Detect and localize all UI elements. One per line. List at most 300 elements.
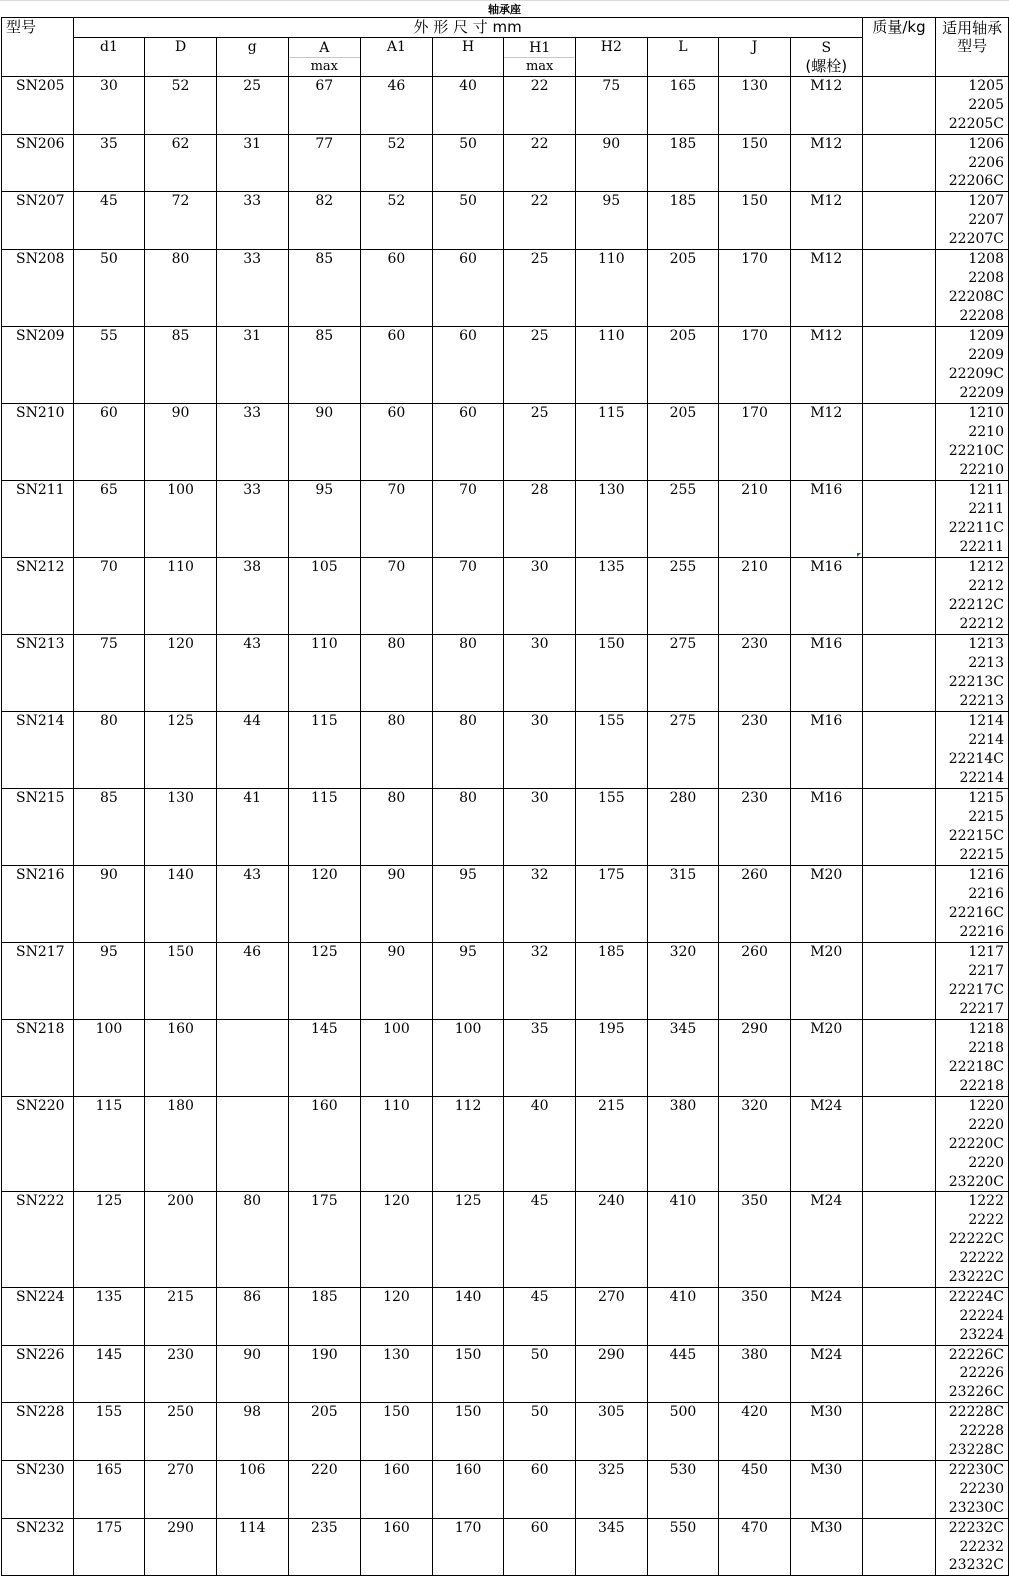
cell-g[interactable]: 43 [216, 866, 288, 943]
header-H1[interactable] [504, 38, 576, 77]
header-dimensions[interactable]: 外 形 尺 寸 mm [73, 18, 862, 38]
cell-H[interactable]: 150 [432, 1403, 504, 1461]
cell-H[interactable]: 60 [432, 250, 504, 327]
cell-bearings[interactable] [936, 1345, 1009, 1403]
cell-d1[interactable]: 125 [73, 1192, 145, 1287]
cell-J[interactable]: 260 [719, 943, 791, 1020]
cell-A1[interactable]: 150 [361, 1403, 433, 1461]
header-d1[interactable]: d1 [73, 38, 145, 77]
cell-g[interactable]: 43 [216, 635, 288, 712]
cell-mass[interactable] [862, 558, 936, 635]
cell-g[interactable]: 25 [216, 77, 288, 135]
cell-L[interactable]: 345 [647, 1020, 719, 1097]
cell-L[interactable]: 255 [647, 481, 719, 558]
cell-H2[interactable]: 110 [576, 250, 648, 327]
cell-S[interactable]: M12 [790, 134, 862, 192]
cell-d1[interactable]: 60 [73, 404, 145, 481]
cell-mass[interactable] [862, 404, 936, 481]
cell-g[interactable] [216, 1020, 288, 1097]
cell-d1[interactable]: 45 [73, 192, 145, 250]
cell-model[interactable]: SN212 [2, 558, 74, 635]
cell-S[interactable]: M16 [790, 789, 862, 866]
cell-D[interactable]: 110 [145, 558, 217, 635]
cell-A[interactable]: 235 [288, 1518, 361, 1576]
cell-L[interactable]: 445 [647, 1345, 719, 1403]
cell-bearings[interactable] [936, 327, 1009, 404]
cell-mass[interactable] [862, 1097, 936, 1192]
cell-d1[interactable]: 100 [73, 1020, 145, 1097]
cell-bearings[interactable] [936, 558, 1009, 635]
cell-mass[interactable] [862, 1020, 936, 1097]
cell-bearings[interactable] [936, 1192, 1009, 1287]
cell-H2[interactable]: 240 [576, 1192, 648, 1287]
cell-A1[interactable]: 130 [361, 1345, 433, 1403]
cell-model[interactable]: SN207 [2, 192, 74, 250]
cell-A[interactable]: 105 [288, 558, 361, 635]
cell-g[interactable]: 98 [216, 1403, 288, 1461]
cell-S[interactable]: M12 [790, 404, 862, 481]
cell-bearings[interactable] [936, 481, 1009, 558]
cell-A[interactable]: 160 [288, 1097, 361, 1192]
cell-A1[interactable]: 160 [361, 1518, 433, 1576]
cell-model[interactable]: SN222 [2, 1192, 74, 1287]
cell-H1[interactable]: 25 [504, 404, 576, 481]
cell-H2[interactable]: 110 [576, 327, 648, 404]
cell-J[interactable]: 260 [719, 866, 791, 943]
cell-d1[interactable]: 95 [73, 943, 145, 1020]
cell-mass[interactable] [862, 192, 936, 250]
cell-S[interactable]: M12 [790, 192, 862, 250]
cell-H1[interactable]: 60 [504, 1518, 576, 1576]
cell-L[interactable]: 205 [647, 404, 719, 481]
cell-d1[interactable]: 175 [73, 1518, 145, 1576]
cell-d1[interactable]: 55 [73, 327, 145, 404]
cell-H1[interactable]: 28 [504, 481, 576, 558]
cell-mass[interactable] [862, 77, 936, 135]
cell-bearings[interactable] [936, 866, 1009, 943]
cell-A[interactable]: 190 [288, 1345, 361, 1403]
cell-H1[interactable]: 45 [504, 1192, 576, 1287]
cell-d1[interactable]: 145 [73, 1345, 145, 1403]
cell-g[interactable]: 31 [216, 134, 288, 192]
cell-D[interactable]: 100 [145, 481, 217, 558]
cell-S[interactable]: M20 [790, 943, 862, 1020]
cell-mass[interactable] [862, 250, 936, 327]
cell-H2[interactable]: 130 [576, 481, 648, 558]
cell-A1[interactable]: 120 [361, 1287, 433, 1345]
cell-g[interactable]: 86 [216, 1287, 288, 1345]
cell-H[interactable]: 170 [432, 1518, 504, 1576]
cell-L[interactable]: 410 [647, 1287, 719, 1345]
cell-H[interactable]: 80 [432, 712, 504, 789]
cell-A1[interactable]: 60 [361, 250, 433, 327]
cell-A1[interactable]: 60 [361, 327, 433, 404]
cell-L[interactable]: 280 [647, 789, 719, 866]
cell-H1[interactable]: 35 [504, 1020, 576, 1097]
header-S[interactable] [790, 38, 862, 77]
cell-H1[interactable]: 50 [504, 1345, 576, 1403]
header-D[interactable]: D [145, 38, 217, 77]
cell-bearings[interactable] [936, 712, 1009, 789]
cell-g[interactable]: 80 [216, 1192, 288, 1287]
cell-g[interactable]: 44 [216, 712, 288, 789]
cell-S[interactable]: M12 [790, 77, 862, 135]
cell-g[interactable]: 90 [216, 1345, 288, 1403]
cell-A1[interactable]: 52 [361, 192, 433, 250]
cell-J[interactable]: 350 [719, 1287, 791, 1345]
cell-S[interactable]: M24 [790, 1287, 862, 1345]
cell-bearings[interactable] [936, 192, 1009, 250]
cell-g[interactable]: 41 [216, 789, 288, 866]
cell-H[interactable]: 95 [432, 943, 504, 1020]
cell-A[interactable]: 125 [288, 943, 361, 1020]
cell-H2[interactable]: 175 [576, 866, 648, 943]
header-A[interactable] [288, 38, 361, 77]
cell-H2[interactable]: 345 [576, 1518, 648, 1576]
cell-H[interactable]: 60 [432, 327, 504, 404]
cell-d1[interactable]: 70 [73, 558, 145, 635]
cell-L[interactable]: 275 [647, 712, 719, 789]
cell-mass[interactable] [862, 1518, 936, 1576]
cell-mass[interactable] [862, 327, 936, 404]
cell-bearings[interactable] [936, 1403, 1009, 1461]
cell-H2[interactable]: 185 [576, 943, 648, 1020]
cell-S[interactable]: M20 [790, 1020, 862, 1097]
cell-H[interactable]: 140 [432, 1287, 504, 1345]
cell-A[interactable]: 77 [288, 134, 361, 192]
cell-S[interactable]: M24 [790, 1097, 862, 1192]
cell-A[interactable]: 90 [288, 404, 361, 481]
cell-g[interactable]: 38 [216, 558, 288, 635]
header-J[interactable]: J [719, 38, 791, 77]
cell-S[interactable]: M16 [790, 712, 862, 789]
cell-J[interactable]: 380 [719, 1345, 791, 1403]
cell-model[interactable]: SN228 [2, 1403, 74, 1461]
cell-H1[interactable]: 25 [504, 250, 576, 327]
cell-A1[interactable]: 160 [361, 1460, 433, 1518]
cell-S[interactable]: M30 [790, 1403, 862, 1461]
cell-bearings[interactable] [936, 404, 1009, 481]
cell-bearings[interactable] [936, 1287, 1009, 1345]
cell-D[interactable]: 62 [145, 134, 217, 192]
cell-J[interactable]: 420 [719, 1403, 791, 1461]
cell-L[interactable]: 205 [647, 327, 719, 404]
cell-H1[interactable]: 45 [504, 1287, 576, 1345]
header-model[interactable]: 型号 [2, 18, 74, 77]
cell-D[interactable]: 180 [145, 1097, 217, 1192]
cell-S[interactable]: M30 [790, 1518, 862, 1576]
cell-J[interactable]: 470 [719, 1518, 791, 1576]
cell-A1[interactable]: 110 [361, 1097, 433, 1192]
cell-H[interactable]: 125 [432, 1192, 504, 1287]
cell-bearings[interactable] [936, 1460, 1009, 1518]
cell-H2[interactable]: 290 [576, 1345, 648, 1403]
cell-L[interactable]: 315 [647, 866, 719, 943]
cell-A1[interactable]: 60 [361, 404, 433, 481]
cell-L[interactable]: 410 [647, 1192, 719, 1287]
cell-A[interactable]: 120 [288, 866, 361, 943]
cell-A[interactable]: 110 [288, 635, 361, 712]
cell-H2[interactable]: 325 [576, 1460, 648, 1518]
cell-A1[interactable]: 90 [361, 866, 433, 943]
header-L[interactable]: L [647, 38, 719, 77]
cell-H[interactable]: 150 [432, 1345, 504, 1403]
cell-A1[interactable]: 100 [361, 1020, 433, 1097]
cell-J[interactable]: 350 [719, 1192, 791, 1287]
cell-S[interactable]: M12 [790, 327, 862, 404]
cell-L[interactable]: 550 [647, 1518, 719, 1576]
cell-H1[interactable]: 30 [504, 789, 576, 866]
cell-model[interactable]: SN213 [2, 635, 74, 712]
cell-bearings[interactable] [936, 1097, 1009, 1192]
cell-J[interactable]: 170 [719, 250, 791, 327]
cell-H2[interactable]: 270 [576, 1287, 648, 1345]
cell-model[interactable]: SN215 [2, 789, 74, 866]
cell-D[interactable]: 140 [145, 866, 217, 943]
cell-D[interactable]: 120 [145, 635, 217, 712]
cell-g[interactable]: 46 [216, 943, 288, 1020]
cell-J[interactable]: 230 [719, 712, 791, 789]
cell-L[interactable]: 205 [647, 250, 719, 327]
cell-A1[interactable]: 70 [361, 558, 433, 635]
cell-model[interactable]: SN216 [2, 866, 74, 943]
cell-model[interactable]: SN205 [2, 77, 74, 135]
cell-S[interactable]: M24 [790, 1345, 862, 1403]
cell-A[interactable]: 115 [288, 789, 361, 866]
cell-L[interactable]: 275 [647, 635, 719, 712]
cell-H1[interactable]: 32 [504, 866, 576, 943]
cell-d1[interactable]: 75 [73, 635, 145, 712]
cell-D[interactable]: 150 [145, 943, 217, 1020]
cell-S[interactable]: M24 [790, 1192, 862, 1287]
cell-D[interactable]: 130 [145, 789, 217, 866]
cell-A1[interactable]: 90 [361, 943, 433, 1020]
cell-H[interactable]: 160 [432, 1460, 504, 1518]
cell-A[interactable]: 85 [288, 327, 361, 404]
cell-A[interactable]: 185 [288, 1287, 361, 1345]
cell-model[interactable]: SN218 [2, 1020, 74, 1097]
cell-D[interactable]: 72 [145, 192, 217, 250]
cell-A[interactable]: 115 [288, 712, 361, 789]
cell-A1[interactable]: 120 [361, 1192, 433, 1287]
cell-H1[interactable]: 22 [504, 192, 576, 250]
cell-g[interactable]: 33 [216, 404, 288, 481]
cell-J[interactable]: 230 [719, 789, 791, 866]
cell-mass[interactable] [862, 1287, 936, 1345]
cell-bearings[interactable] [936, 250, 1009, 327]
cell-mass[interactable] [862, 1403, 936, 1461]
cell-d1[interactable]: 80 [73, 712, 145, 789]
cell-model[interactable]: SN226 [2, 1345, 74, 1403]
cell-A[interactable]: 85 [288, 250, 361, 327]
cell-mass[interactable] [862, 1460, 936, 1518]
cell-D[interactable]: 230 [145, 1345, 217, 1403]
cell-H2[interactable]: 150 [576, 635, 648, 712]
cell-d1[interactable]: 65 [73, 481, 145, 558]
cell-H1[interactable]: 50 [504, 1403, 576, 1461]
cell-mass[interactable] [862, 635, 936, 712]
cell-H2[interactable]: 155 [576, 712, 648, 789]
cell-D[interactable]: 125 [145, 712, 217, 789]
cell-mass[interactable] [862, 789, 936, 866]
cell-H1[interactable]: 25 [504, 327, 576, 404]
cell-H2[interactable]: 135 [576, 558, 648, 635]
cell-H[interactable]: 80 [432, 635, 504, 712]
cell-D[interactable]: 160 [145, 1020, 217, 1097]
cell-model[interactable]: SN211 [2, 481, 74, 558]
cell-d1[interactable]: 85 [73, 789, 145, 866]
cell-bearings[interactable] [936, 134, 1009, 192]
cell-L[interactable]: 255 [647, 558, 719, 635]
cell-J[interactable]: 150 [719, 192, 791, 250]
cell-J[interactable]: 130 [719, 77, 791, 135]
cell-H2[interactable]: 90 [576, 134, 648, 192]
cell-H1[interactable]: 30 [504, 712, 576, 789]
cell-d1[interactable]: 30 [73, 77, 145, 135]
cell-g[interactable]: 106 [216, 1460, 288, 1518]
header-g[interactable]: g [216, 38, 288, 77]
header-H[interactable]: H [432, 38, 504, 77]
cell-H1[interactable]: 40 [504, 1097, 576, 1192]
cell-D[interactable]: 80 [145, 250, 217, 327]
cell-A[interactable]: 67 [288, 77, 361, 135]
cell-A1[interactable]: 80 [361, 712, 433, 789]
cell-g[interactable]: 114 [216, 1518, 288, 1576]
cell-J[interactable]: 450 [719, 1460, 791, 1518]
cell-mass[interactable] [862, 943, 936, 1020]
cell-mass[interactable] [862, 712, 936, 789]
cell-J[interactable]: 150 [719, 134, 791, 192]
cell-d1[interactable]: 50 [73, 250, 145, 327]
cell-A1[interactable]: 46 [361, 77, 433, 135]
cell-S[interactable]: M16 [790, 558, 862, 635]
cell-H1[interactable]: 32 [504, 943, 576, 1020]
cell-H[interactable]: 70 [432, 481, 504, 558]
cell-bearings[interactable] [936, 1020, 1009, 1097]
cell-H1[interactable]: 30 [504, 635, 576, 712]
cell-L[interactable]: 165 [647, 77, 719, 135]
cell-H2[interactable]: 155 [576, 789, 648, 866]
cell-H[interactable]: 80 [432, 789, 504, 866]
cell-H[interactable]: 70 [432, 558, 504, 635]
cell-model[interactable]: SN214 [2, 712, 74, 789]
cell-A[interactable]: 82 [288, 192, 361, 250]
cell-J[interactable]: 210 [719, 558, 791, 635]
header-H2[interactable]: H2 [576, 38, 648, 77]
cell-D[interactable]: 52 [145, 77, 217, 135]
cell-A1[interactable]: 80 [361, 789, 433, 866]
cell-mass[interactable] [862, 1192, 936, 1287]
cell-A[interactable]: 220 [288, 1460, 361, 1518]
cell-H2[interactable]: 115 [576, 404, 648, 481]
cell-D[interactable]: 215 [145, 1287, 217, 1345]
cell-model[interactable]: SN232 [2, 1518, 74, 1576]
cell-d1[interactable]: 155 [73, 1403, 145, 1461]
cell-L[interactable]: 380 [647, 1097, 719, 1192]
cell-bearings[interactable] [936, 789, 1009, 866]
cell-D[interactable]: 90 [145, 404, 217, 481]
cell-model[interactable]: SN210 [2, 404, 74, 481]
cell-model[interactable]: SN217 [2, 943, 74, 1020]
cell-mass[interactable] [862, 1345, 936, 1403]
cell-g[interactable]: 33 [216, 250, 288, 327]
cell-H[interactable]: 50 [432, 134, 504, 192]
cell-d1[interactable]: 135 [73, 1287, 145, 1345]
header-bearing[interactable] [936, 18, 1009, 77]
cell-L[interactable]: 185 [647, 134, 719, 192]
cell-H[interactable]: 95 [432, 866, 504, 943]
cell-H2[interactable]: 95 [576, 192, 648, 250]
cell-S[interactable]: M12 [790, 250, 862, 327]
cell-bearings[interactable] [936, 1518, 1009, 1576]
cell-H2[interactable]: 195 [576, 1020, 648, 1097]
cell-d1[interactable]: 165 [73, 1460, 145, 1518]
cell-J[interactable]: 290 [719, 1020, 791, 1097]
cell-d1[interactable]: 115 [73, 1097, 145, 1192]
cell-A1[interactable]: 80 [361, 635, 433, 712]
cell-S[interactable]: M16 [790, 635, 862, 712]
cell-H1[interactable]: 30 [504, 558, 576, 635]
cell-D[interactable]: 250 [145, 1403, 217, 1461]
cell-H1[interactable]: 22 [504, 77, 576, 135]
cell-D[interactable]: 270 [145, 1460, 217, 1518]
cell-L[interactable]: 185 [647, 192, 719, 250]
cell-g[interactable] [216, 1097, 288, 1192]
cell-bearings[interactable] [936, 635, 1009, 712]
cell-L[interactable]: 530 [647, 1460, 719, 1518]
cell-D[interactable]: 85 [145, 327, 217, 404]
header-mass[interactable]: 质量/kg [862, 18, 936, 77]
cell-model[interactable]: SN206 [2, 134, 74, 192]
cell-H2[interactable]: 305 [576, 1403, 648, 1461]
cell-model[interactable]: SN230 [2, 1460, 74, 1518]
cell-model[interactable]: SN220 [2, 1097, 74, 1192]
cell-d1[interactable]: 35 [73, 134, 145, 192]
cell-mass[interactable] [862, 866, 936, 943]
cell-H[interactable]: 40 [432, 77, 504, 135]
cell-S[interactable]: M16 [790, 481, 862, 558]
cell-J[interactable]: 210 [719, 481, 791, 558]
cell-J[interactable]: 170 [719, 404, 791, 481]
cell-model[interactable]: SN208 [2, 250, 74, 327]
cell-H2[interactable]: 75 [576, 77, 648, 135]
cell-g[interactable]: 33 [216, 192, 288, 250]
cell-model[interactable]: SN209 [2, 327, 74, 404]
cell-L[interactable]: 320 [647, 943, 719, 1020]
cell-S[interactable]: M30 [790, 1460, 862, 1518]
cell-H[interactable]: 60 [432, 404, 504, 481]
cell-A[interactable]: 205 [288, 1403, 361, 1461]
cell-A1[interactable]: 52 [361, 134, 433, 192]
cell-J[interactable]: 230 [719, 635, 791, 712]
cell-model[interactable]: SN224 [2, 1287, 74, 1345]
cell-g[interactable]: 31 [216, 327, 288, 404]
cell-H1[interactable]: 60 [504, 1460, 576, 1518]
cell-S[interactable]: M20 [790, 866, 862, 943]
cell-bearings[interactable] [936, 943, 1009, 1020]
cell-D[interactable]: 200 [145, 1192, 217, 1287]
cell-H[interactable]: 112 [432, 1097, 504, 1192]
cell-bearings[interactable] [936, 77, 1009, 135]
cell-H2[interactable]: 215 [576, 1097, 648, 1192]
cell-J[interactable]: 320 [719, 1097, 791, 1192]
cell-A[interactable]: 145 [288, 1020, 361, 1097]
cell-H1[interactable]: 22 [504, 134, 576, 192]
cell-L[interactable]: 500 [647, 1403, 719, 1461]
cell-H[interactable]: 50 [432, 192, 504, 250]
cell-mass[interactable] [862, 134, 936, 192]
cell-D[interactable]: 290 [145, 1518, 217, 1576]
